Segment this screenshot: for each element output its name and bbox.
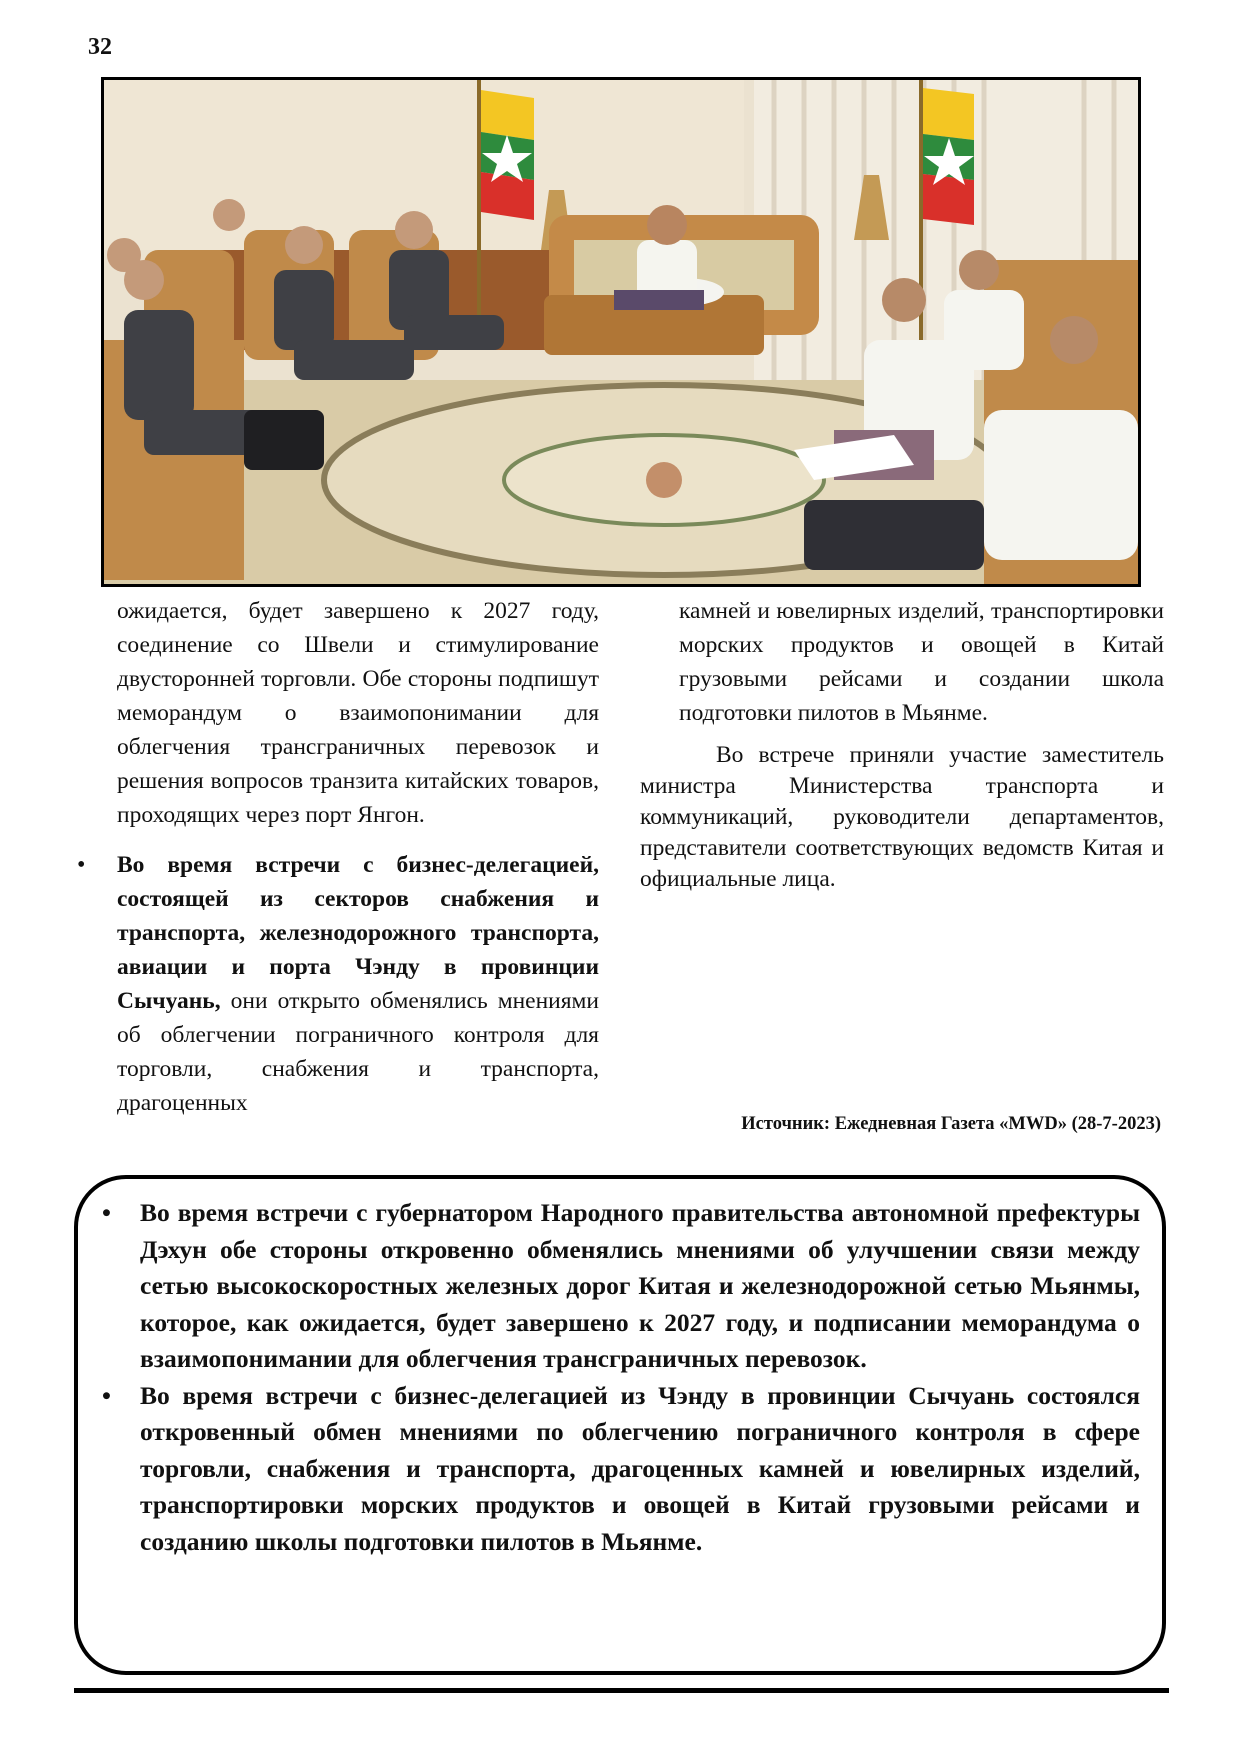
left-bullet-item bbox=[77, 848, 600, 1120]
right-paragraph-participants: Во встрече приняли участие заместитель министра Министерства транспорта и коммуникаций, руководители департаментов, представители соответствующих ведомств Китая и официальные лица. bbox=[640, 742, 1164, 892]
summary-item bbox=[102, 1195, 1140, 1378]
meeting-photo bbox=[101, 77, 1141, 587]
bullet-icon: • bbox=[102, 1198, 111, 1227]
right-column bbox=[640, 594, 1164, 895]
left-paragraph: ожидается, будет завершено к 2027 году, соединение со Швели и стимулирование двусторонней торговли. Обе стороны подпишут меморандум о взаимопонимании для облегчения трансграничных перевозок и решения вопросов транзита китайских товаров, проходящих через порт Янгон. bbox=[117, 598, 599, 828]
summary-item bbox=[102, 1378, 1140, 1561]
footer-rule bbox=[74, 1688, 1169, 1693]
bullet-icon: • bbox=[102, 1380, 111, 1410]
bullet-lead: Во время встречи с бизнес-делегацией, состоящей из секторов снабжения и транспорта, железнодорожного транспорта, авиации и порта Чэнду в провинции Сычуань, bbox=[117, 852, 599, 1014]
page-number: 32 bbox=[88, 34, 112, 60]
bullet-rest: они открыто обменялись мнениями об облегчении пограничного контроля для торговли, снабжения и транспорта, драгоценных bbox=[117, 988, 600, 1116]
right-paragraph-continued: камней и ювелирных изделий, транспортировки морских продуктов и овощей в Китай грузовыми рейсами и создании школа подготовки пилотов в Мьянме. bbox=[679, 598, 1164, 726]
source-citation: Источник: Ежедневная Газета «MWD» (28-7-2023) bbox=[741, 1114, 1161, 1134]
left-column bbox=[77, 594, 600, 1120]
summary-item-text: Во время встречи с губернатором Народного правительства автономной префектуры Дэхун обе стороны откровенно обменялись мнениями об улучшении связи между сетью высокоскоростных железных дорог Китая и железнодорожной сетью Мьянмы, которое, как ожидается, будет завершено к 2027 году, и подписании меморандума о взаимопонимании для облегчения трансграничных перевозок. bbox=[140, 1198, 1140, 1373]
summary-list bbox=[102, 1195, 1140, 1560]
bullet-icon: • bbox=[77, 852, 86, 878]
summary-item-text: Во время встречи с бизнес-делегацией из Чэнду в провинции Сычуань состоялся откровенный обмен мнениями по облегчению пограничного контроля в сфере торговли, снабжения и транспорта, драгоценных камней и ювелирных изделий, транспортировки морских продуктов и овощей в Китай грузовыми рейсами и созданию школы подготовки пилотов в Мьянме. bbox=[140, 1380, 1140, 1556]
